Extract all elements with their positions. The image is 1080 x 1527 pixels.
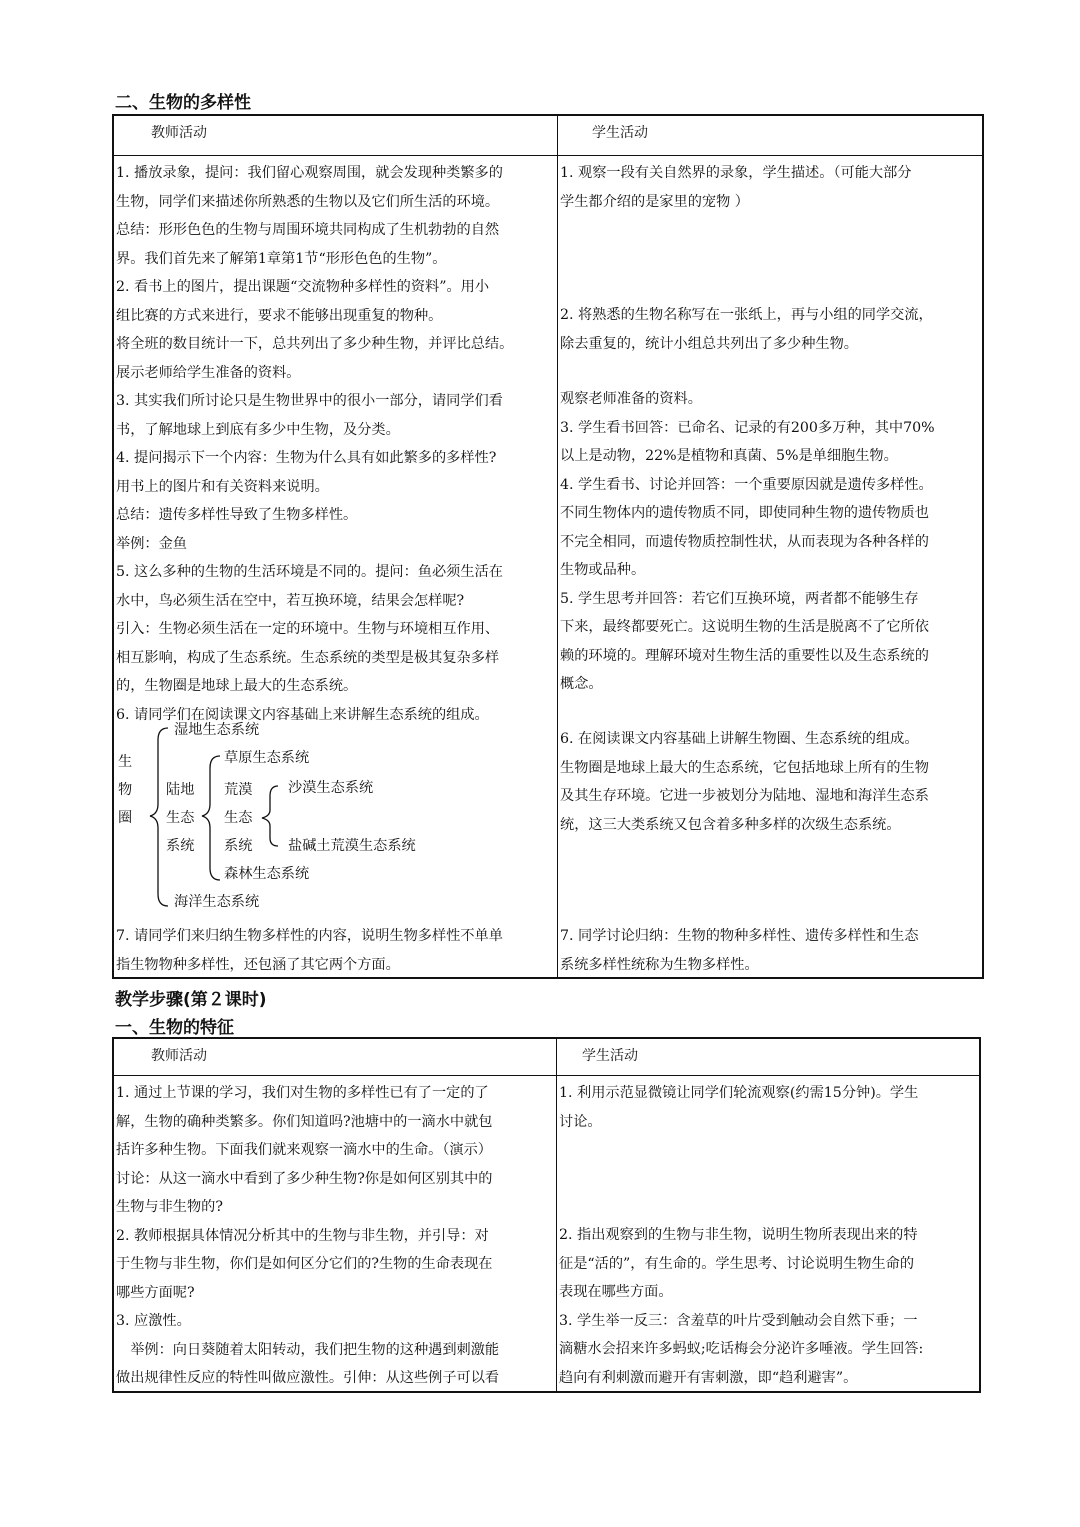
- teacher-line: 举例：金鱼: [116, 535, 187, 552]
- tree-land-label: 生态: [166, 810, 195, 826]
- student-line: 3. 学生看书回答：已命名、记录的有200多万种，其中70%: [560, 419, 935, 436]
- student-line: 6. 在阅读课文内容基础上讲解生物圈、生态系统的组成。: [560, 731, 919, 747]
- teacher-line: 5. 这么多种的生物的生活环境是不同的。提问：鱼必须生活在: [116, 564, 503, 580]
- student-activity-block: [560, 922, 982, 979]
- tree-sand-desert: 沙漠生态系统: [288, 780, 374, 796]
- teacher-line: 1. 通过上节课的学习，我们对生物的多样性已有了一定的了: [116, 1085, 489, 1101]
- biosphere-tree-diagram: [116, 722, 556, 922]
- student-line: 3. 学生举一反三：含羞草的叶片受到触动会自然下垂；一: [559, 1312, 918, 1329]
- tree-saline-desert: 盐碱土荒漠生态系统: [288, 838, 416, 854]
- teacher-line: 用书上的图片和有关资料来说明。: [116, 478, 329, 495]
- student-line: 不完全相同，而遗传物质控制性状，从而表现为各种各样的: [560, 533, 929, 550]
- teacher-line: 括许多种生物。下面我们就来观察一滴水中的生命。（演示）: [116, 1142, 492, 1158]
- teacher-line: 指生物物种多样性，还包涵了其它两个方面。: [116, 956, 400, 973]
- section-heading-characteristics: 一、生物的特征: [115, 1018, 234, 1038]
- student-line: 以上是动物，22%是植物和真菌、5%是单细胞生物。: [560, 448, 898, 464]
- teacher-line: 相互影响，构成了生态系统。生态系统的类型是极其复杂多样: [116, 649, 500, 666]
- student-activity-header: 学生活动: [582, 1048, 638, 1064]
- student-line: 系统多样性统称为生物多样性。: [560, 956, 759, 973]
- student-line: 生物或品种。: [560, 562, 646, 578]
- teacher-activity-header: 教师活动: [151, 1048, 207, 1064]
- student-line: 讨论。: [559, 1113, 602, 1130]
- tree-root-char: 生: [118, 754, 133, 770]
- student-activity-block: [559, 1221, 979, 1392]
- teacher-line: 界。我们首先来了解第1章第1节“形形色色的生物”。: [116, 250, 447, 267]
- teacher-line: 1. 播放录象，提问：我们留心观察周围，就会发现种类繁多的: [116, 165, 503, 181]
- tree-desert-label: 系统: [224, 838, 253, 854]
- student-line: 2. 指出观察到的生物与非生物，说明生物所表现出来的特: [559, 1227, 918, 1243]
- student-activity-block: [560, 725, 982, 839]
- student-line: 趋向有利刺激而避开有害刺激，即“趋利避害”。: [559, 1369, 858, 1386]
- student-line: 统，这三大类系统又包含着多种多样的次级生态系统。: [560, 816, 901, 833]
- student-line: 生物圈是地球上最大的生态系统，它包括地球上所有的生物: [560, 759, 929, 776]
- student-activity-block: [559, 1079, 979, 1136]
- teacher-line: 生物与非生物的?: [116, 1199, 223, 1215]
- teacher-line: 2. 教师根据具体情况分析其中的生物与非生物，并引导：对: [116, 1227, 489, 1244]
- student-line: 概念。: [560, 676, 603, 692]
- header-divider: [114, 155, 982, 156]
- tree-grassland: 草原生态系统: [224, 750, 310, 766]
- student-line: 除去重复的，统计小组总共列出了多少种生物。: [560, 335, 858, 352]
- student-line: 及其生存环境。它进一步被划分为陆地、湿地和海洋生态系: [560, 788, 929, 804]
- student-line: 征是“活的”，有生命的。学生思考、讨论说明生物生命的: [559, 1255, 915, 1272]
- header-divider: [114, 1075, 979, 1076]
- student-activity-block: [560, 159, 982, 216]
- student-line: 表现在哪些方面。: [559, 1284, 673, 1300]
- teacher-line: 解，生物的确种类繁多。你们知道吗?池塘中的一滴水中就包: [116, 1113, 493, 1130]
- tree-wetland: 湿地生态系统: [174, 722, 260, 738]
- student-line: 1. 观察一段有关自然界的录象，学生描述。（可能大部分: [560, 165, 912, 181]
- student-line: 观察老师准备的资料。: [560, 391, 702, 407]
- column-divider: [556, 1039, 557, 1391]
- teacher-line: 6. 请同学们在阅读课文内容基础上来讲解生态系统的组成。: [116, 706, 489, 723]
- student-line: 7. 同学讨论归纳：生物的物种多样性、遗传多样性和生态: [560, 928, 919, 944]
- teacher-line: 举例：向日葵随着太阳转动，我们把生物的这种遇到刺激能: [116, 1341, 500, 1358]
- teacher-activity-header: 教师活动: [151, 125, 207, 141]
- teacher-line: 总结：形形色色的生物与周围环境共同构成了生机勃勃的自然: [116, 222, 500, 238]
- teacher-activity-column-end: [116, 922, 556, 979]
- student-activity-block: [560, 301, 982, 358]
- activity-table-diversity: [112, 114, 984, 979]
- column-divider: [557, 116, 558, 977]
- teacher-line: 组比赛的方式来进行，要求不能够出现重复的物种。: [116, 307, 443, 324]
- tree-root-char: 物: [118, 782, 133, 798]
- teacher-line: 7. 请同学们来归纳生物多样性的内容，说明生物多样性不单单: [116, 928, 503, 944]
- student-line: 5. 学生思考并回答：若它们互换环境，两者都不能够生存: [560, 590, 919, 607]
- tree-desert-label: 生态: [224, 810, 253, 826]
- teacher-line: 3. 其实我们所讨论只是生物世界中的很小一部分，请同学们看: [116, 393, 503, 409]
- teacher-activity-column: [116, 159, 556, 729]
- activity-table-characteristics: [112, 1037, 981, 1393]
- teacher-line: 于生物与非生物，你们是如何区分它们的?生物的生命表现在: [116, 1256, 493, 1272]
- teacher-line: 3. 应激性。: [116, 1313, 191, 1329]
- student-activity-block: [560, 385, 982, 699]
- teacher-line: 生物，同学们来描述你所熟悉的生物以及它们所生活的环境。: [116, 193, 500, 210]
- teacher-line: 水中，鸟必须生活在空中，若互换环境，结果会怎样呢?: [116, 592, 465, 609]
- desert-brace: [262, 786, 278, 846]
- teacher-activity-column: [116, 1079, 556, 1393]
- teacher-line: 将全班的数目统计一下，总共列出了多少种生物，并评比总结。: [116, 336, 514, 352]
- tree-root-char: 圈: [118, 810, 133, 826]
- student-line: 滴糖水会招来许多蚂蚁;吃话梅会分泌许多唾液。学生回答:: [559, 1341, 924, 1357]
- student-line: 1. 利用示范显微镜让同学们轮流观察(约需15分钟)。学生: [559, 1085, 919, 1101]
- student-line: 不同生物体内的遗传物质不同，即使同种生物的遗传物质也: [560, 505, 929, 521]
- teacher-line: 展示老师给学生准备的资料。: [116, 364, 301, 381]
- teacher-line: 哪些方面呢?: [116, 1284, 195, 1301]
- teaching-steps-heading: 教学步骤(第２课时): [115, 990, 267, 1010]
- student-activity-header: 学生活动: [592, 125, 648, 141]
- land-brace: [202, 756, 220, 880]
- tree-land-label: 陆地: [166, 782, 195, 798]
- tree-land-label: 系统: [166, 838, 195, 854]
- student-line: 下来，最终都要死亡。这说明生物的生活是脱离不了它所依: [560, 619, 929, 635]
- student-line: 2. 将熟悉的生物名称写在一张纸上，再与小组的同学交流，: [560, 307, 933, 323]
- teacher-line: 书，了解地球上到底有多少中生物，及分类。: [116, 421, 400, 438]
- student-line: 4. 学生看书、讨论并回答：一个重要原因就是遗传多样性。: [560, 476, 933, 493]
- student-line: 赖的环境的。理解环境对生物生活的重要性以及生态系统的: [560, 647, 929, 664]
- tree-forest: 森林生态系统: [224, 866, 310, 882]
- teacher-line: 引入：生物必须生活在一定的环境中。生物与环境相互作用、: [116, 621, 500, 637]
- teacher-line: 的，生物圈是地球上最大的生态系统。: [116, 678, 358, 694]
- section-heading-diversity: 二、生物的多样性: [115, 93, 251, 113]
- student-line: 学生都介绍的是家里的宠物 ）: [560, 193, 749, 210]
- tree-ocean: 海洋生态系统: [174, 894, 260, 910]
- teacher-line: 讨论：从这一滴水中看到了多少种生物?你是如何区别其中的: [116, 1170, 493, 1187]
- tree-desert-label: 荒漠: [224, 782, 253, 798]
- teacher-line: 4. 提问揭示下一个内容：生物为什么具有如此繁多的多样性?: [116, 450, 497, 466]
- teacher-line: 做出规律性反应的特性叫做应激性。引伸：从这些例子可以看: [116, 1370, 500, 1386]
- teacher-line: 总结：遗传多样性导致了生物多样性。: [116, 507, 358, 523]
- teacher-line: 2. 看书上的图片，提出课题“交流物种多样性的资料”。用小: [116, 279, 490, 295]
